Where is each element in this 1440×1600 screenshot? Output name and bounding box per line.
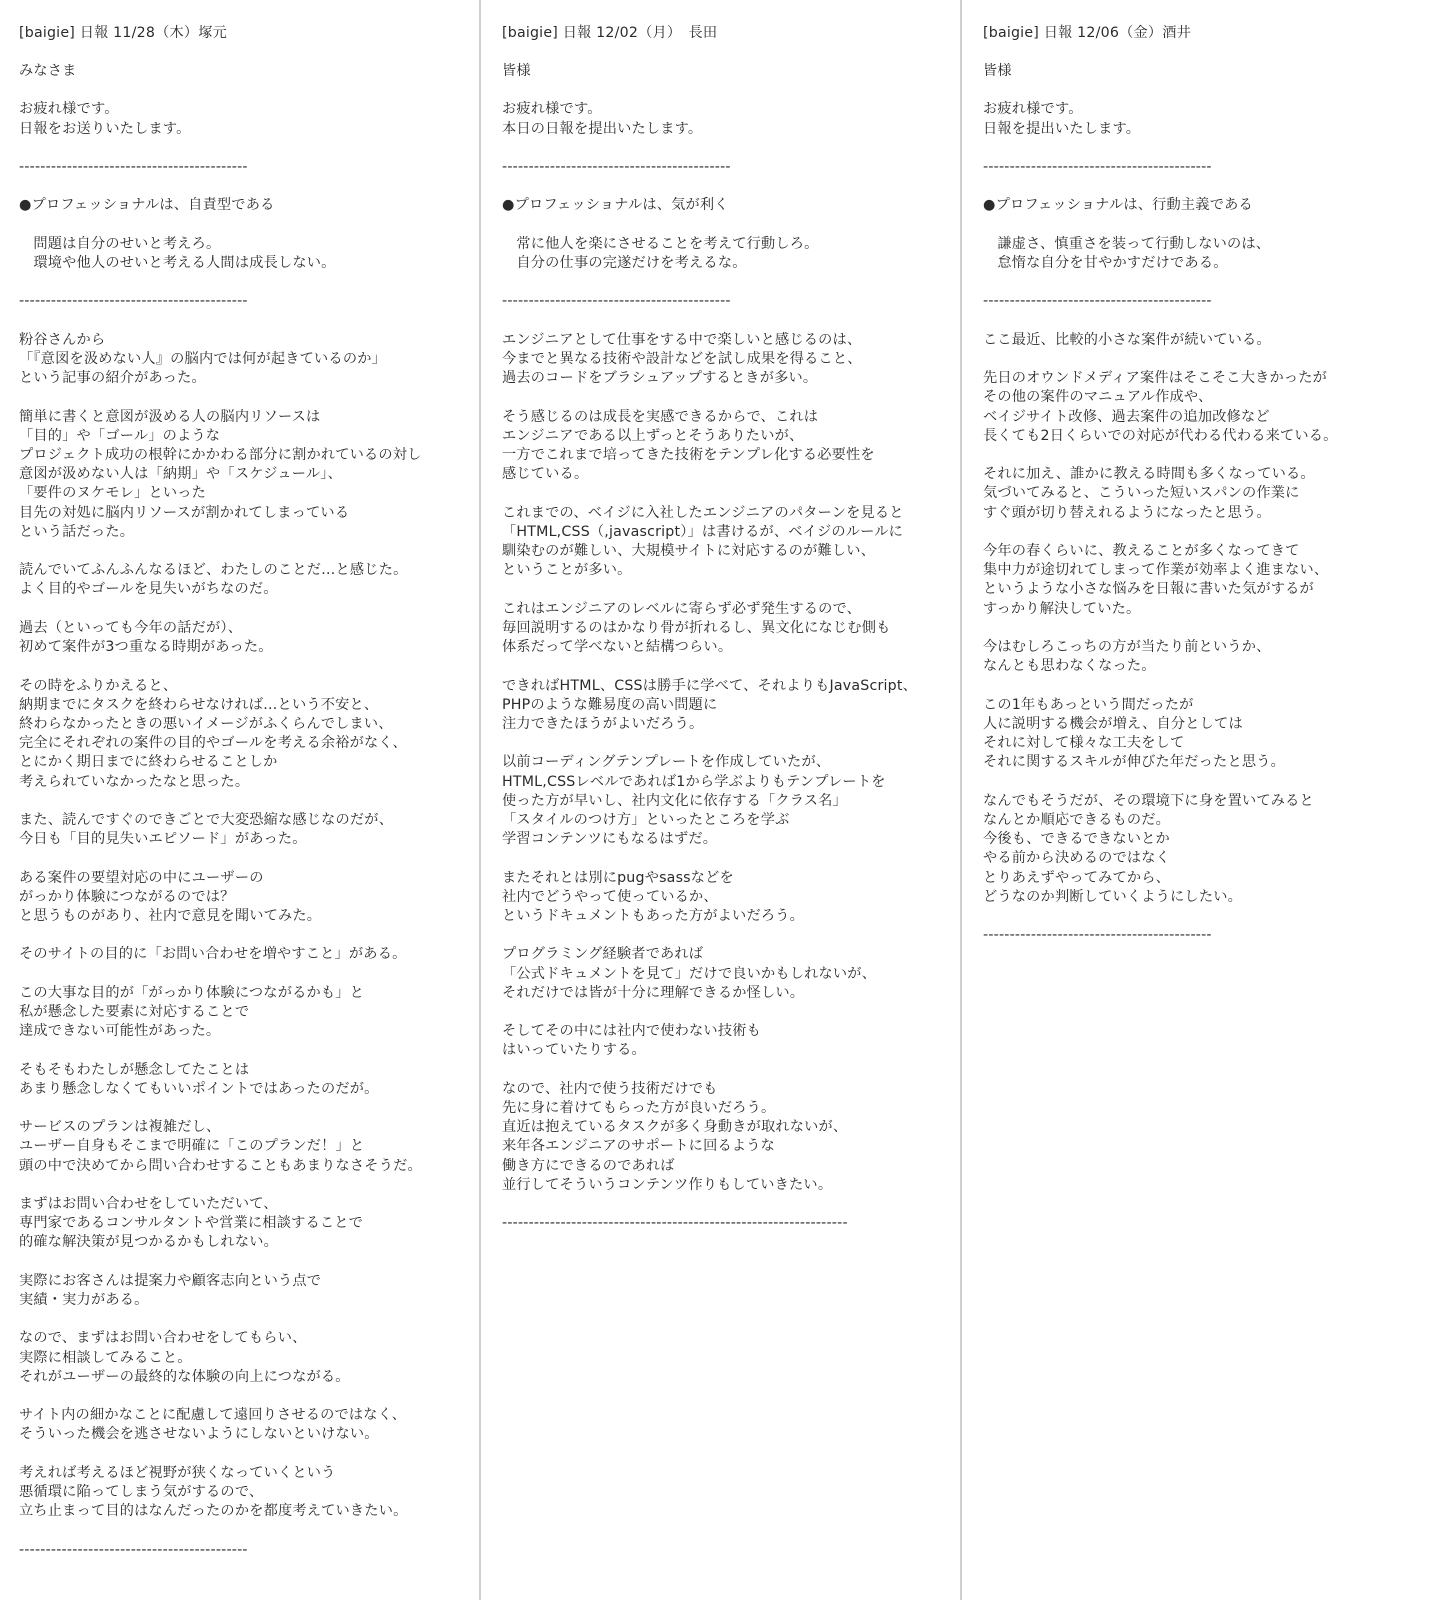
report-body: 皆様 お疲れ様です。 日報を提出いたします。 ------------------------------------------- ●プロフェッショナルは、行動主義である 謙虚さ、慎重さを装って行動しないのは、 怠惰な自分を甘やかすだけである。 ------------------------------------------- ここ最近、比較的小さな案件が続いている。 先日のオウンドメディア案件はそこそこ大きかったが その他の案件のマニュアル作成や、 ベイジサイト改修、過去案件の追加改修など 長くても2日くらいでの対応が代わる代わる来ている。 それに加え、誰かに教える時間も多くなっている。 気づいてみると、こういった短いスパンの作業に すぐ頭が切り替えれるようになったと思う。 今年の春くらいに、教えることが多くなってきて 集中力が途切れてしまって作業が効率よく進まない、 というような小さな悩みを日報に書いた気がするが すっかり解決していた。 今はむしろこっちの方が当たり前というか、 なんとも思わなくなった。 この1年もあっという間だったが 人に説明する機会が増え、自分としては それに対して様々な工夫をして それに関するスキルが伸びた年だったと思う。 なんでもそうだが、その環境下に身を置いてみると なんとか順応できるものだ。 今後も、できるできないとか やる前から決めるのではなく とりあえずやってみてから、 どうなのか判断していくようにしたい。 ------------------------------------------- bbox=[983, 63, 1338, 944]
report-title: [baigie] 日報 12/06（金）酒井 bbox=[983, 25, 1192, 41]
report-column-2 bbox=[481, 0, 961, 1600]
report-body: 皆様 お疲れ様です。 本日の日報を提出いたします。 ------------------------------------------- ●プロフェッショナルは、気が利く 常に他人を楽にさせることを考えて行動しろ。 自分の仕事の完遂だけを考えるな。 ------------------------------------------- エンジニアとして仕事をする中で楽しいと感じるのは、 今までと異なる技術や設計などを試し成果を得ること、 過去のコードをブラシュアップするときが多い。 そう感じるのは成長を実感できるからで、これは エンジニアである以上ずっとそうありたいが、 一方でこれまで培ってきた技術をテンプレ化する必要性を 感じている。 これまでの、ベイジに入社したエンジニアのパターンを見ると 「HTML,CSS（,javascript）」は書けるが、ベイジのルールに 馴染むのが難しい、大規模サイトに対応するのが難しい、 ということが多い。 これはエンジニアのレベルに寄らず必ず発生するので、 毎回説明するのはかなり骨が折れるし、異文化になじむ側も 体系だって学べないと結構つらい。 できればHTML、CSSは勝手に学べて、それよりもJavaScript、 PHPのような難易度の高い問題に 注力できたほうがよいだろう。 以前コーディングテンプレートを作成していたが、 HTML,CSSレベルであれば1から学ぶよりもテンプレートを 使った方が早いし、社内文化に依存する「クラス名」 「スタイルのつけ方」といったところを学ぶ 学習コンテンツにもなるはずだ。 またそれとは別にpugやsassなどを 社内でどうやって使っているか、 というドキュメントもあった方がよいだろう。 プログラミング経験者であれば 「公式ドキュメントを見て」だけで良いかもしれないが、 それだけでは皆が十分に理解できるか怪しい。 そしてその中には社内で使わない技術も はいっていたりする。 なので、社内で使う技術だけでも 先に身に着けてもらった方が良いだろう。 直近は抱えているタスクが多く身動きが取れないが、 来年各エンジニアのサポートに回るような 働き方にできるのであれば 並行してそういうコンテンツ作りもしていきたい。 ----------------------------------------------------------------- bbox=[502, 63, 917, 1232]
report-column-1 bbox=[0, 0, 480, 1600]
report-column-3 bbox=[962, 0, 1440, 1600]
report-title: [baigie] 日報 12/02（月） 長田 bbox=[502, 25, 718, 41]
report-body: みなさま お疲れ様です。 日報をお送りいたします。 ------------------------------------------- ●プロフェッショナルは、自責型である 問題は自分のせいと考えろ。 環境や他人のせいと考える人間は成長しない。 ------------------------------------------- 粉谷さんから 「『意図を汲めない人』の脳内では何が起きているのか」 という記事の紹介があった。 簡単に書くと意図が汲める人の脳内リソースは 「目的」や「ゴール」のような プロジェクト成功の根幹にかかわる部分に割かれているの対し 意図が汲めない人は「納期」や「スケジュール」、 「要件のヌケモレ」といった 目先の対処に脳内リソースが割かれてしまっている という話だった。 読んでいてふんふんなるほど、わたしのことだ…と感じた。 よく目的やゴールを見失いがちなのだ。 過去（といっても今年の話だが）、 初めて案件が3つ重なる時期があった。 その時をふりかえると、 納期までにタスクを終わらせなければ…という不安と、 終わらなかったときの悪いイメージがふくらんでしまい、 完全にそれぞれの案件の目的やゴールを考える余裕がなく、 とにかく期日までに終わらせることしか 考えられていなかったなと思った。 また、読んですぐのできごとで大変恐縮な感じなのだが、 今日も「目的見失いエピソード」があった。 ある案件の要望対応の中にユーザーの がっかり体験につながるのでは？ と思うものがあり、社内で意見を聞いてみた。 そのサイトの目的に「お問い合わせを増やすこと」がある。 この大事な目的が「がっかり体験につながるかも」と 私が懸念した要素に対応することで 達成できない可能性があった。 そもそもわたしが懸念してたことは あまり懸念しなくてもいいポイントではあったのだが。 サービスのプランは複雑だし、 ユーザー自身もそこまで明確に「このプランだ！」と 頭の中で決めてから問い合わせすることもあまりなさそうだ。 まずはお問い合わせをしていただいて、 専門家であるコンサルタントや営業に相談することで 的確な解決策が見つかるかもしれない。 実際にお客さんは提案力や顧客志向という点で 実績・実力がある。 なので、まずはお問い合わせをしてもらい、 実際に相談してみること。 それがユーザーの最終的な体験の向上につながる。 サイト内の細かなことに配慮して遠回りさせるのではなく、 そういった機会を逃させないようにしないといけない。 考えれば考えるほど視野が狭くなっていくという 悪循環に陥ってしまう気がするので、 立ち止まって目的はなんだったのかを都度考えていきたい。 ------------------------------------------- bbox=[19, 63, 422, 1558]
report-title: [baigie] 日報 11/28（木）塚元 bbox=[19, 25, 228, 41]
